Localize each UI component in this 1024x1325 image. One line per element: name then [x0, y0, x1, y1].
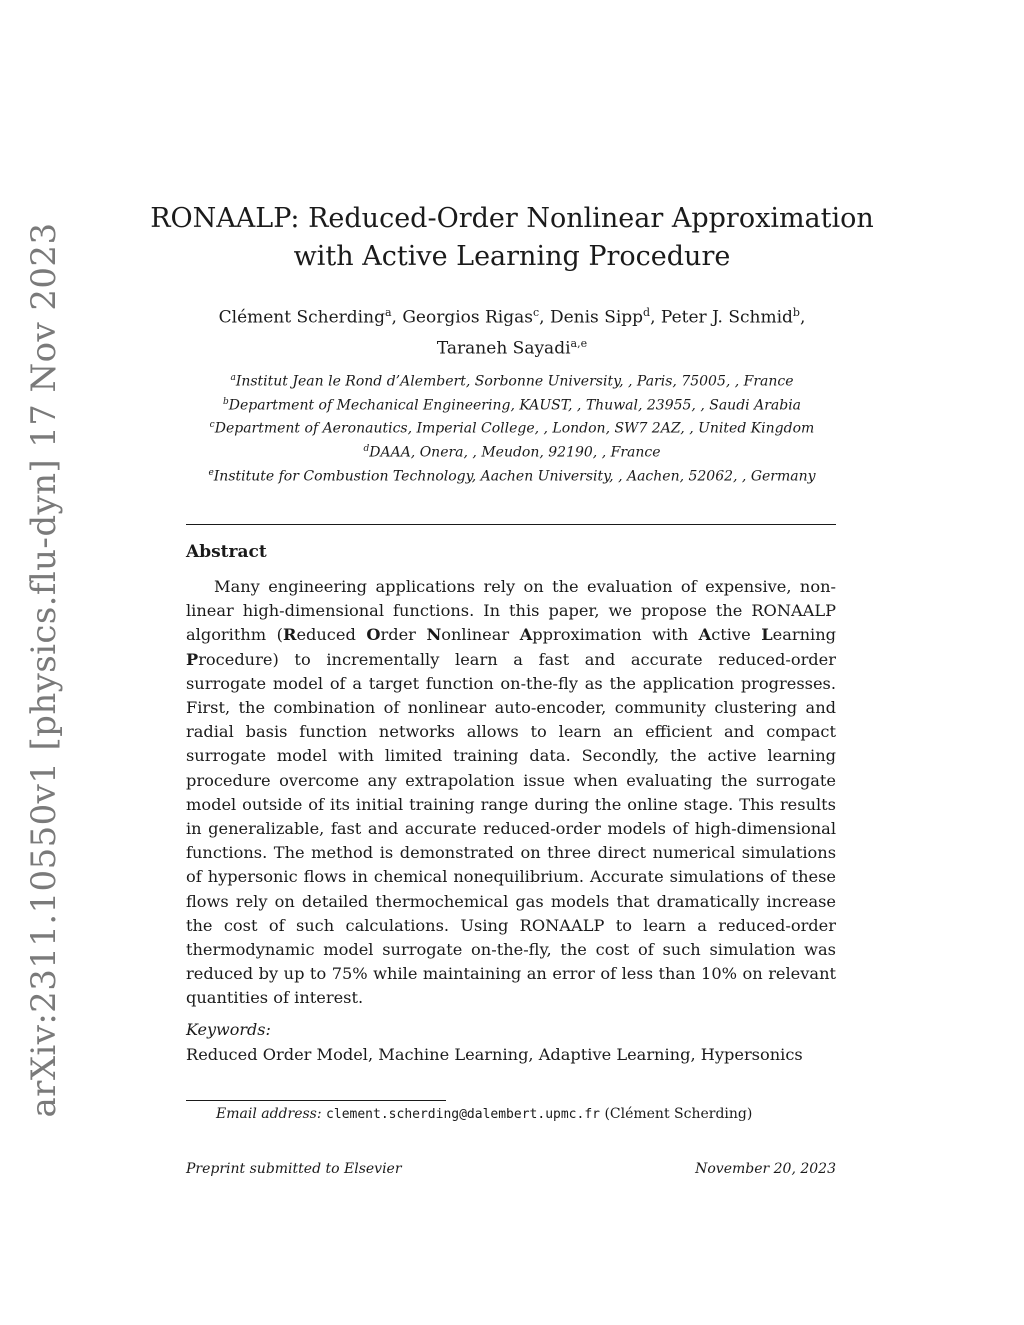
affiliation	[0, 415, 1024, 439]
acronym-letter: N	[426, 625, 442, 645]
author-name: Georgios Rigas	[402, 307, 533, 328]
affiliation-sup: a	[230, 373, 236, 383]
affiliation-sup: d	[363, 443, 370, 454]
affiliation-sup: c	[209, 420, 215, 431]
preprint-note: Preprint submitted to Elsevier	[186, 1161, 402, 1177]
author-affil-sup: d	[643, 306, 651, 319]
acronym-rest: rocedure	[198, 649, 273, 669]
affiliation-sup: e	[208, 467, 214, 478]
footnote-rule	[186, 1100, 446, 1101]
abstract-heading: Abstract	[186, 542, 267, 562]
affiliation-text: Institute for Combustion Technology, Aachen University, , Aachen, 52062, , Germany	[213, 468, 816, 485]
acronym-rest: ctive	[711, 625, 762, 645]
author-name: Clément Scherding	[218, 307, 385, 328]
affiliation	[0, 463, 1024, 487]
author-affil-sup: c	[533, 306, 540, 319]
abstract-top-rule	[186, 524, 836, 525]
affiliation	[0, 439, 1024, 463]
acronym-letter: R	[282, 625, 297, 645]
affiliation-text: Institut Jean le Rond d’Alembert, Sorbonne University, , Paris, 75005, , France	[235, 373, 794, 390]
acronym-letter: A	[519, 625, 533, 645]
acronym-letter: P	[186, 649, 199, 669]
paper-title	[0, 200, 1024, 276]
keywords-list: Reduced Order Model, Machine Learning, Adaptive Learning, Hypersonics	[186, 1045, 803, 1064]
affiliation-text: Department of Aeronautics, Imperial College, , London, SW7 2AZ, , United Kingdom	[214, 420, 815, 437]
author-line-2	[0, 331, 1024, 362]
author-separator: ,	[539, 307, 550, 328]
email-address-link[interactable]: clement.scherding@dalembert.upmc.fr	[326, 1107, 600, 1122]
author-name: Denis Sipp	[549, 307, 644, 328]
affiliation	[0, 368, 1024, 392]
title-line-1: RONAALP: Reduced-Order Nonlinear Approximation	[150, 203, 874, 234]
abstract-text-start: Many engineering applications rely on the evaluation of expensive, non-linear high-dimensional functions. In this paper, we propose the RONAALP algorithm (	[186, 577, 836, 645]
author-affil-sup: a,e	[570, 336, 588, 350]
author-line-1	[0, 300, 1024, 331]
acronym-rest: earning	[772, 625, 836, 645]
email-owner: (Clément Scherding)	[604, 1106, 753, 1122]
title-line-2: with Active Learning Procedure	[293, 241, 731, 272]
affiliation	[0, 392, 1024, 416]
acronym-letter: L	[761, 625, 773, 645]
author-separator: ,	[391, 307, 403, 328]
author-affil-sup: b	[792, 306, 800, 319]
email-footnote	[216, 1106, 752, 1122]
abstract-text-rest: ) to incrementally learn a fast and accurate reduced-order surrogate model of a target function on-the-fly as the application progresses. First, the combination of nonlinear auto-encoder, community clustering and radial basis function networks allows to learn an efficient and compact surrogate model with limited training data. Secondly, the active learning procedure overcome any extrapolation issue when evaluating the surrogate model outside of its initial training range during the online stage. This results in generalizable, fast and accurate reduced-order models of high-dimensional functions. The method is demonstrated on three direct numerical simulations of hypersonic flows in chemical nonequilibrium. Accurate simulations of these flows rely on detailed thermochemical gas models that dramatically increase the cost of such calculations. Using RONAALP to learn a reduced-order thermodynamic model surrogate on-the-fly, the cost of such simulation was reduced by up to 75% while maintaining an error of less than 10% on relevant quantities of interest.	[186, 649, 836, 1008]
keywords-label: Keywords:	[186, 1020, 271, 1039]
author-name: Peter J. Schmid	[660, 307, 793, 328]
affiliation-text: DAAA, Onera, , Meudon, 92190, , France	[369, 444, 661, 461]
acronym-rest: pproximation with	[532, 625, 699, 645]
email-label: Email address:	[216, 1106, 322, 1122]
arxiv-identifier: arXiv:2311.10550v1 [physics.flu-dyn] 17 Nov 2023	[24, 222, 64, 1118]
acronym-rest: onlinear	[441, 625, 520, 645]
preprint-date: November 20, 2023	[695, 1161, 836, 1177]
author-separator: ,	[650, 307, 661, 328]
acronym-letter: A	[698, 625, 712, 645]
acronym-letter: O	[366, 625, 381, 645]
affiliation-sup: b	[222, 396, 229, 407]
author-name: Taraneh Sayadi	[436, 338, 571, 359]
author-affil-sup: a	[384, 306, 392, 319]
abstract-body	[186, 575, 836, 1011]
affiliation-text: Department of Mechanical Engineering, KAUST, , Thuwal, 23955, , Saudi Arabia	[228, 397, 802, 414]
author-separator: ,	[799, 307, 806, 328]
acronym-rest: educed	[296, 625, 367, 645]
author-list	[0, 300, 1024, 361]
acronym-rest: rder	[380, 625, 427, 645]
affiliation-list	[0, 368, 1024, 486]
